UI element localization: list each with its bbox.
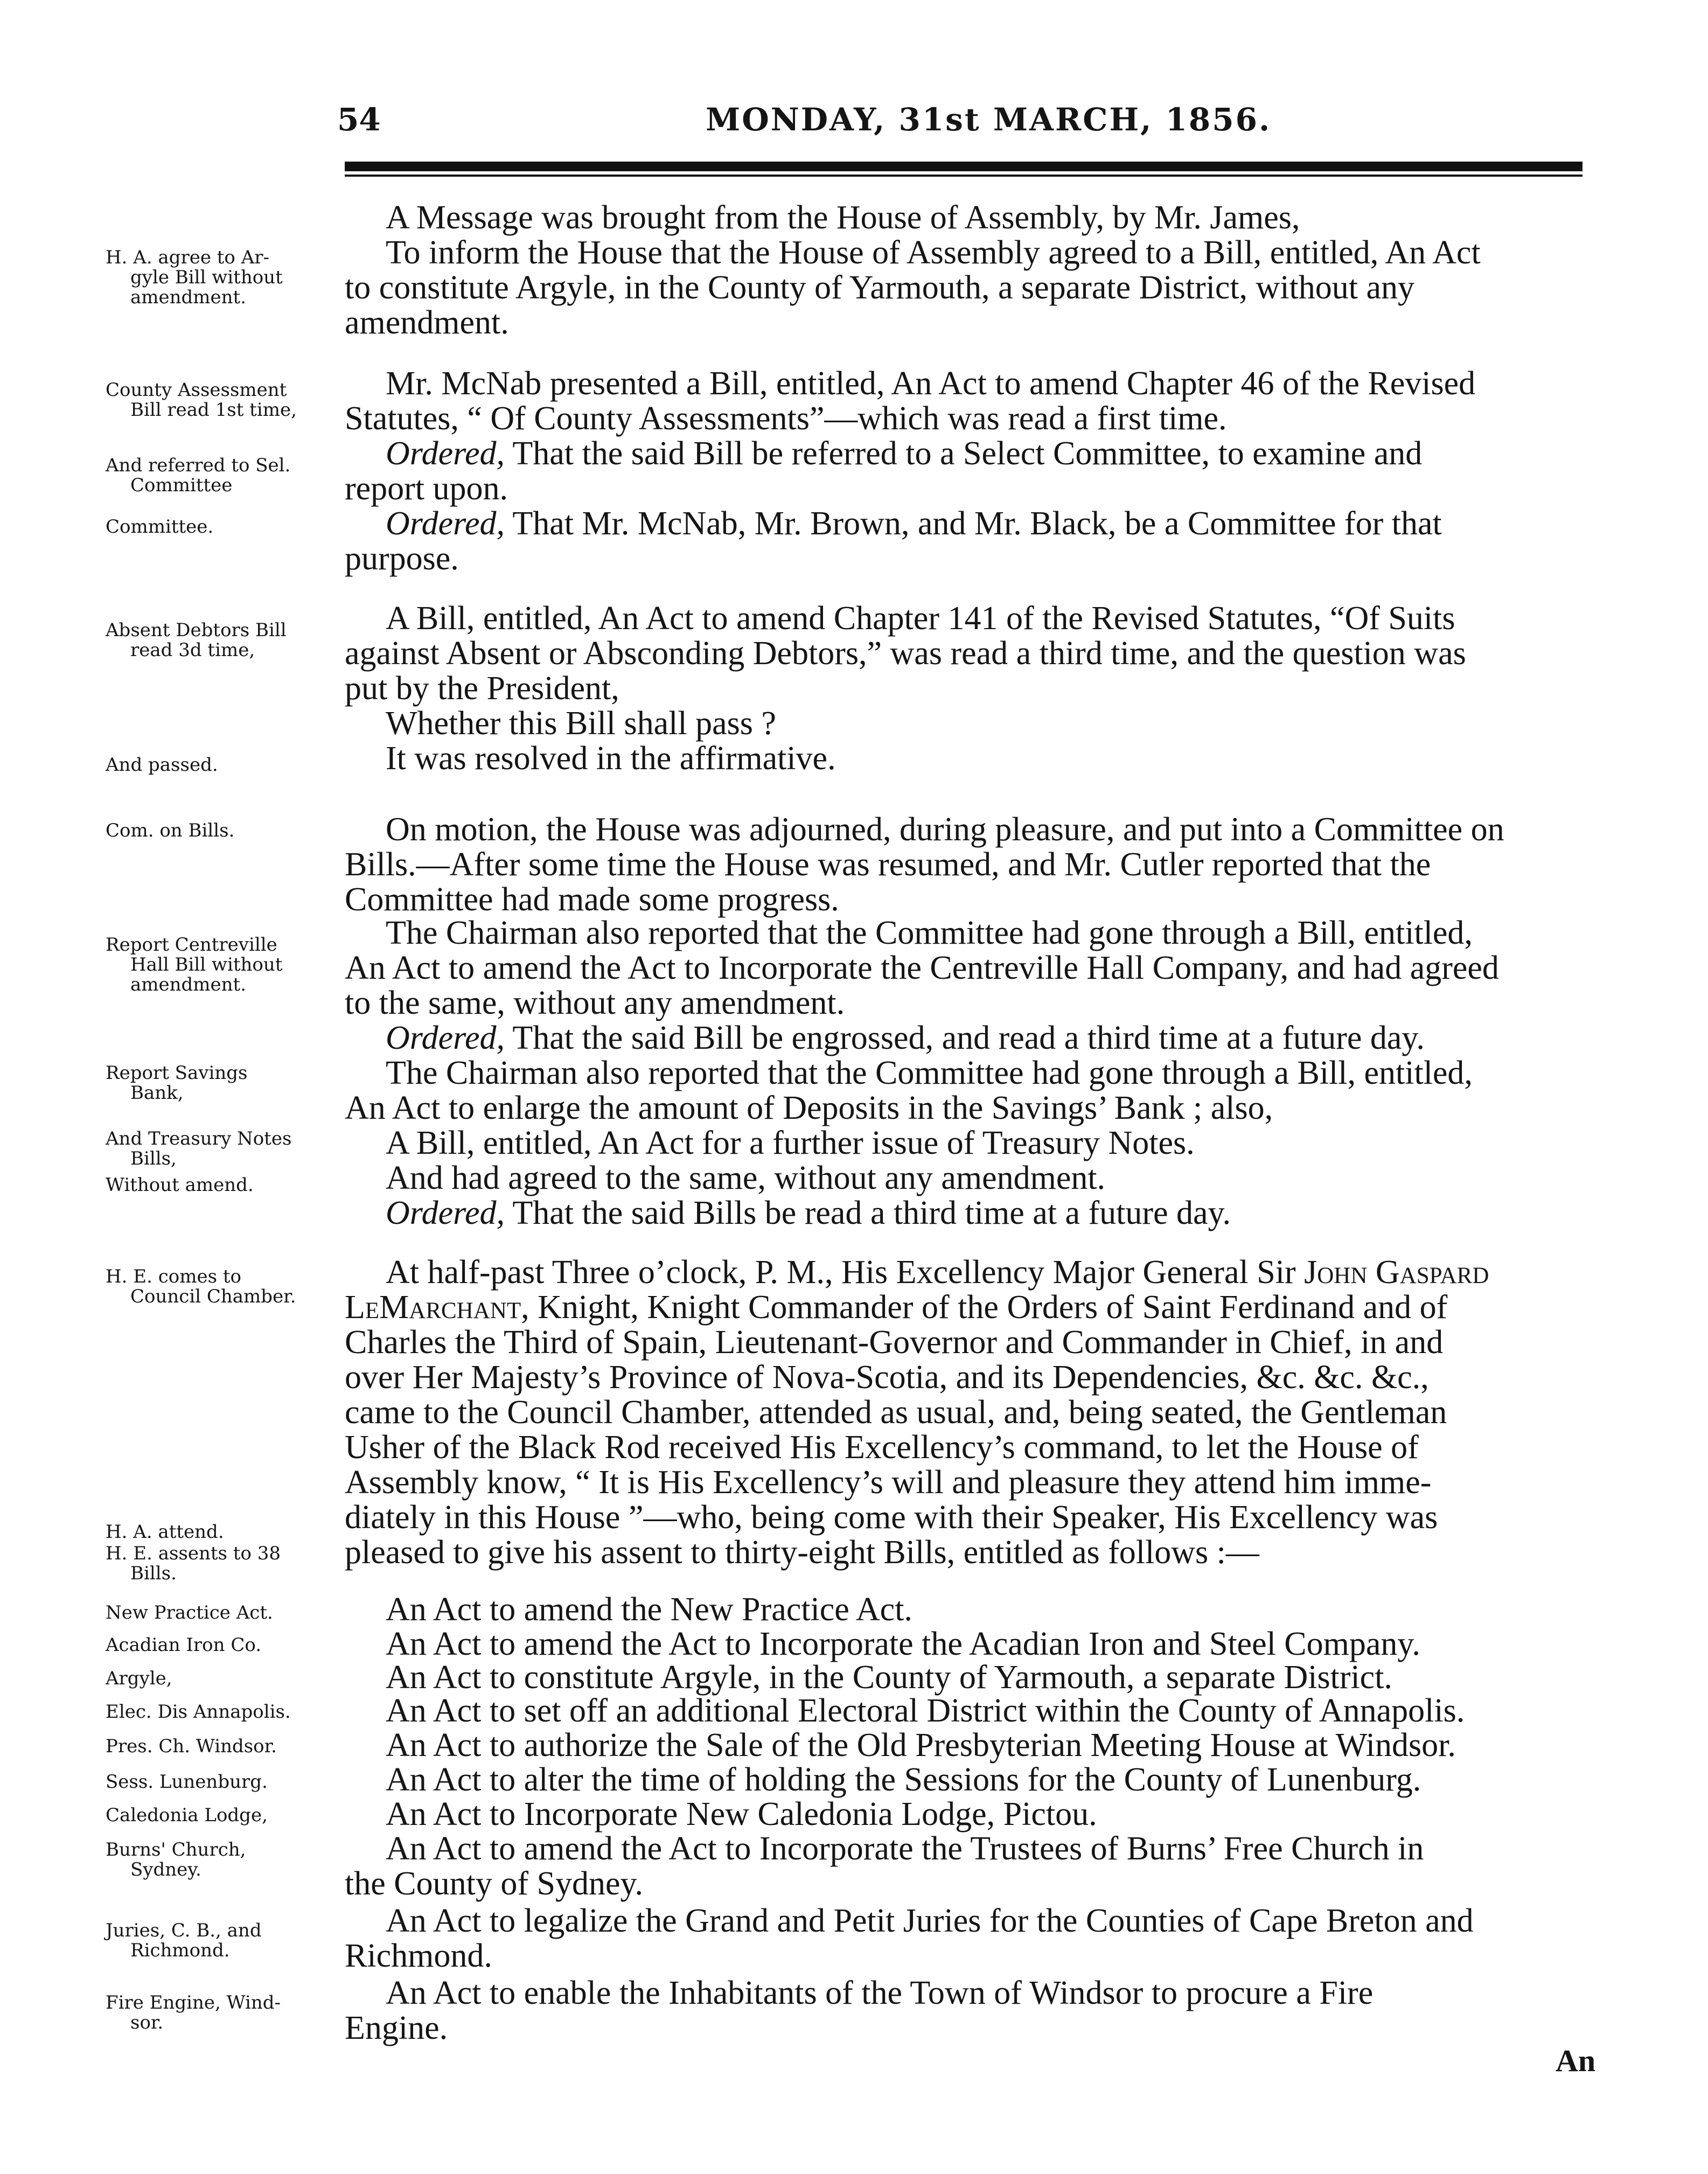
margin-note: New Practice Act. [106, 1602, 273, 1623]
act-caledonia-lodge: An Act to Incorporate New Caledonia Lodge, Pictou. [386, 1796, 1097, 1832]
margin-note: Sess. Lunenburg. [106, 1771, 268, 1793]
paragraph-referred: Ordered, That the said Bill be referred to a Select Committee, to examine and report upon. [345, 435, 1423, 507]
margin-note: Caledonia Lodge, [106, 1804, 268, 1826]
margin-note: Elec. Dis Annapolis. [106, 1701, 291, 1723]
margin-note: Acadian Iron Co. [106, 1634, 262, 1656]
paragraph-message: A Message was brought from the House of Assembly, by Mr. James, To inform the House that the House of Assembly agreed to a Bill, entitled, An Act to constitute Argyle, in the County of Yarmouth, a separate District, without any amendment. [345, 199, 1481, 341]
act-windsor-meeting-house: An Act to authorize the Sale of the Old Presbyterian Meeting House at Windsor. [386, 1727, 1456, 1764]
margin-note: Com. on Bills. [106, 820, 235, 841]
act-annapolis: An Act to set off an additional Electoral District within the County of Annapolis. [386, 1692, 1465, 1729]
paragraph-centreville: The Chairman also reported that the Committee had gone through a Bill, entitled, An Act to amend the Act to Incorporate the Centreville Hall Company, and had agreed to the same, without any amendment. [345, 915, 1499, 1021]
paragraph-county-assessment: Mr. McNab presented a Bill, entitled, An Act to amend Chapter 46 of the Revised Statutes, “ Of County Assessments”—which was read a first time. [345, 365, 1476, 437]
margin-note: H. A. agree to Ar- gyle Bill without amendment. [106, 247, 283, 308]
margin-note: And passed. [106, 754, 218, 776]
paragraph-treasury-notes: A Bill, entitled, An Act for a further issue of Treasury Notes. [386, 1125, 1195, 1161]
paragraph-third-time: Ordered, That the said Bills be read a third time at a future day. [386, 1195, 1231, 1231]
act-juries: An Act to legalize the Grand and Petit Juries for the Counties of Cape Breton and Richmond. [345, 1903, 1474, 1974]
running-title: MONDAY, 31st MARCH, 1856. [706, 101, 1272, 138]
paragraph-committee: Ordered, That Mr. McNab, Mr. Brown, and Mr. Black, be a Committee for that purpose. [345, 505, 1442, 577]
margin-note: And Treasury Notes Bills, [106, 1128, 292, 1169]
page-header [0, 101, 1708, 144]
margin-note: Report Savings Bank, [106, 1062, 248, 1104]
paragraph-savings-bank: The Chairman also reported that the Committee had gone through a Bill, entitled, An Act to enlarge the amount of Deposits in the Savings’ Bank ; also, [345, 1055, 1473, 1126]
act-fire-engine: An Act to enable the Inhabitants of the Town of Windsor to procure a Fire Engine. [345, 1975, 1374, 2046]
margin-note: Fire Engine, Wind- sor. [106, 1992, 281, 2033]
header-rule-thick [345, 162, 1582, 171]
paragraph-com-on-bills: On motion, the House was adjourned, during pleasure, and put into a Committee on Bills.—After some time the House was resumed, and Mr. Cutler reported that the Committee had made some progress. [345, 811, 1504, 918]
margin-note: Report Centreville Hall Bill without amendment. [106, 934, 283, 995]
margin-note: County Assessment Bill read 1st time, [106, 379, 297, 421]
margin-note: Committee. [106, 516, 214, 538]
margin-note: H. A. attend. [106, 1521, 224, 1543]
margin-note: And referred to Sel. Committee [106, 455, 291, 496]
paragraph-absent-debtors: A Bill, entitled, An Act to amend Chapter 141 of the Revised Statutes, “Of Suits against Absent or Absconding Debtors,” was read a third time, and the question was put by the President, Whether this Bill shall pass ? [345, 600, 1466, 742]
margin-note: Argyle, [106, 1668, 172, 1689]
paragraph-passed: It was resolved in the affirmative. [386, 740, 836, 777]
catchword: An [1556, 2043, 1596, 2078]
act-lunenburg: An Act to alter the time of holding the Sessions for the County of Lunenburg. [386, 1761, 1421, 1798]
page-number: 54 [337, 101, 381, 138]
margin-note: Without amend. [106, 1174, 254, 1196]
margin-note: H. E. comes to Council Chamber. [106, 1266, 296, 1307]
margin-note: Pres. Ch. Windsor. [106, 1736, 277, 1757]
paragraph-excellency: At half-past Three o’clock, P. M., His Excellency Major General Sir John Gaspard LeMarchant, Knight, Knight Commander of the Orders of Saint Ferdinand and of Charles the Third of Spain, Lieutenant-Governor and Commander in Chief, in and over Her Majesty’s Province of Nova-Scotia, and its Dependencies, &c. &c. &c., came to the Council Chamber, attended as usual, and, being seated, the Gentleman Usher of the Black Rod received His Excellency’s command, to let the House of Assembly know, “ It is His Excellency’s will and pleasure they attend him imme- diately in this House ”—who, being come with their Speaker, His Excellency was pleased to give his assent to thirty-eight Bills, entitled as follows :— [345, 1254, 1489, 1571]
act-argyle: An Act to constitute Argyle, in the County of Yarmouth, a separate District. [386, 1659, 1392, 1696]
margin-note: H. E. assents to 38 Bills. [106, 1543, 281, 1584]
paragraph-engrossed: Ordered, That the said Bill be engrossed, and read a third time at a future day. [386, 1020, 1425, 1056]
act-acadian-iron: An Act to amend the Act to Incorporate the Acadian Iron and Steel Company. [386, 1626, 1420, 1662]
act-burns-church: An Act to amend the Act to Incorporate the Trustees of Burns’ Free Church in the County of Sydney. [345, 1830, 1424, 1902]
paragraph-agreed: And had agreed to the same, without any amendment. [386, 1160, 1106, 1196]
margin-note: Absent Debtors Bill read 3d time, [106, 619, 287, 661]
margin-note: Burns' Church, Sydney. [106, 1839, 246, 1880]
header-rule-thin [345, 175, 1582, 177]
act-new-practice: An Act to amend the New Practice Act. [386, 1591, 912, 1628]
margin-note: Juries, C. B., and Richmond. [106, 1920, 262, 1961]
